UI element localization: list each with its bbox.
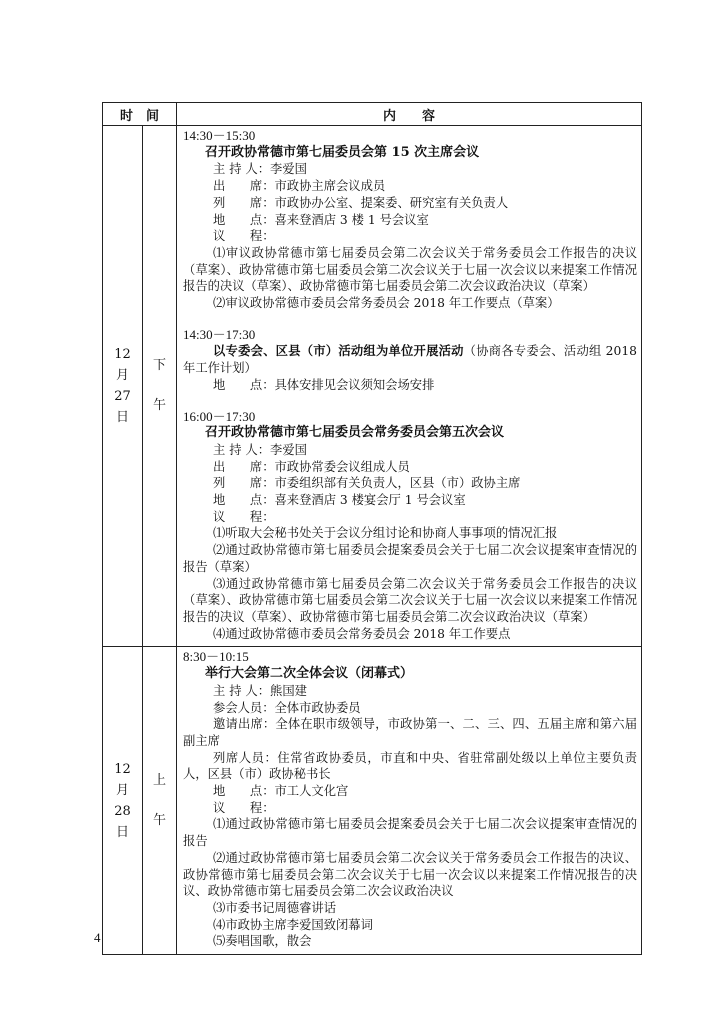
detail-paragraph: 邀请出席：全体在职市级领导，市政协第一、二、三、四、五届主席和第六届副主席 <box>183 717 637 748</box>
agenda-item: ⑵通过政协常德市第七届委员会提案委员会关于七届二次会议提案审查情况的报告（草案） <box>183 543 637 574</box>
header-row <box>103 103 642 126</box>
session-time: 14:30－17:30 <box>183 326 256 342</box>
page-number: 4 <box>94 930 101 945</box>
agenda-item: ⑴听取大会秘书处关于会议分组讨论和协商人事事项的情况汇报 <box>213 526 558 541</box>
agenda-item: ⑵审议政协常德市委员会常务委员会 2018 年工作要点（草案） <box>213 296 560 311</box>
agenda-item: ⑶通过政协常德市第七届委员会第二次会议关于常务委员会工作报告的决议（草案）、政协常德市第七届委员会第二次会议关于七届一次会议以来提案工作情况报告的决议（草案）、政协常德市第七届委员会第二次会议政治决议（草案） <box>183 576 637 624</box>
detail-line: 主 持 人：熊国建 <box>213 683 307 698</box>
detail-line: 列 席：市委组织部有关负责人，区县（市）政协主席 <box>213 476 521 491</box>
detail-line: 地 点：喜来登酒店 3 楼宴会厅 1 号会议室 <box>213 493 466 508</box>
detail-line: 列 席：市政协办公室、提案委、研究室有关负责人 <box>213 195 509 210</box>
agenda-item: ⑶市委书记周德睿讲话 <box>213 900 336 915</box>
content-cell <box>177 647 642 955</box>
date-month-unit: 月 <box>115 368 129 384</box>
header-content: 内 容 <box>177 103 642 126</box>
detail-line: 参会人员：全体市政协委员 <box>213 700 361 715</box>
agenda-item: ⑷通过政协常德市委员会常务委员会 2018 年工作要点 <box>213 626 511 641</box>
date-cell <box>103 647 143 955</box>
detail-line: 地 点：具体安排见会议须知会场安排 <box>213 377 435 392</box>
agenda-item: ⑵通过政协常德市第七届委员会第二次会议关于常务委员会工作报告的决议、政协常德市第七届委员会第二次会议关于七届一次会议以来提案工作情况报告的决议、政协常德市第七届委员会第二次会议政治决议 <box>183 850 637 899</box>
date-day: 27 <box>114 389 131 405</box>
session-time: 14:30－15:30 <box>183 128 256 143</box>
detail-line: 议 程： <box>213 509 275 524</box>
detail-line: 出 席：市政协主席会议成员 <box>213 179 386 194</box>
detail-line: 出 席：市政协常委会议组成人员 <box>213 459 410 474</box>
date-day-unit: 日 <box>115 410 129 426</box>
session-title-note: （协商各专委会、活动组 2018 年工作计划） <box>183 344 637 376</box>
detail-paragraph: 列席人员：住常省政协委员，市直和中央、省驻常副处级以上单位主要负责人，区县（市）政协秘书长 <box>183 750 637 782</box>
detail-line: 议 程： <box>213 800 275 815</box>
agenda-item: ⑷市政协主席李爱国致闭幕词 <box>213 917 373 932</box>
half-day-char: 上 <box>153 772 167 788</box>
half-day-cell <box>143 647 177 955</box>
day-row-28 <box>103 647 642 955</box>
session-time: 16:00－17:30 <box>183 408 256 424</box>
session-time: 8:30－10:15 <box>183 649 249 665</box>
agenda-item: ⑴通过政协常德市第七届委员会提案委员会关于七届二次会议提案审查情况的报告 <box>183 817 637 849</box>
session-title: 召开政协常德市第七届委员会常务委员会第五次会议 <box>205 425 505 441</box>
day-row-27 <box>103 126 642 647</box>
date-day-unit: 日 <box>115 824 129 840</box>
date-month: 12 <box>114 347 131 363</box>
half-day-cell <box>143 126 177 647</box>
detail-line: 地 点：市工人文化宫 <box>213 784 349 799</box>
half-day-char: 午 <box>153 398 167 414</box>
half-day-char: 下 <box>153 358 167 374</box>
header-time: 时 间 <box>103 103 177 126</box>
session-title: 召开政协常德市第七届委员会第 15 次主席会议 <box>205 144 480 160</box>
detail-line: 议 程： <box>213 229 275 244</box>
date-day: 28 <box>114 803 131 819</box>
date-month: 12 <box>114 761 131 777</box>
session-title-bold: 以专委会、区县（市）活动组为单位开展活动 <box>213 343 464 359</box>
session-title: 举行大会第二次全体会议（闭幕式） <box>205 666 414 682</box>
date-cell <box>103 126 143 647</box>
detail-line: 地 点：喜来登酒店 3 楼 1 号会议室 <box>213 212 429 227</box>
content-cell <box>177 126 642 647</box>
agenda-item: ⑴审议政协常德市第七届委员会第二次会议关于常务委员会工作报告的决议（草案）、政协常德市第七届委员会第二次会议关于七届一次会议以来提案工作情况报告的决议（草案）、政协常德市第七届委员会第二次会议政治决议（草案） <box>183 245 637 294</box>
date-month-unit: 月 <box>115 782 129 798</box>
schedule-table <box>102 102 642 955</box>
agenda-item: ⑸奏唱国歌，散会 <box>213 934 312 949</box>
half-day-char: 午 <box>153 812 167 828</box>
detail-line: 主 持 人：李爱国 <box>213 162 307 177</box>
detail-line: 主 持 人：李爱国 <box>213 442 307 457</box>
session-title <box>183 343 637 376</box>
